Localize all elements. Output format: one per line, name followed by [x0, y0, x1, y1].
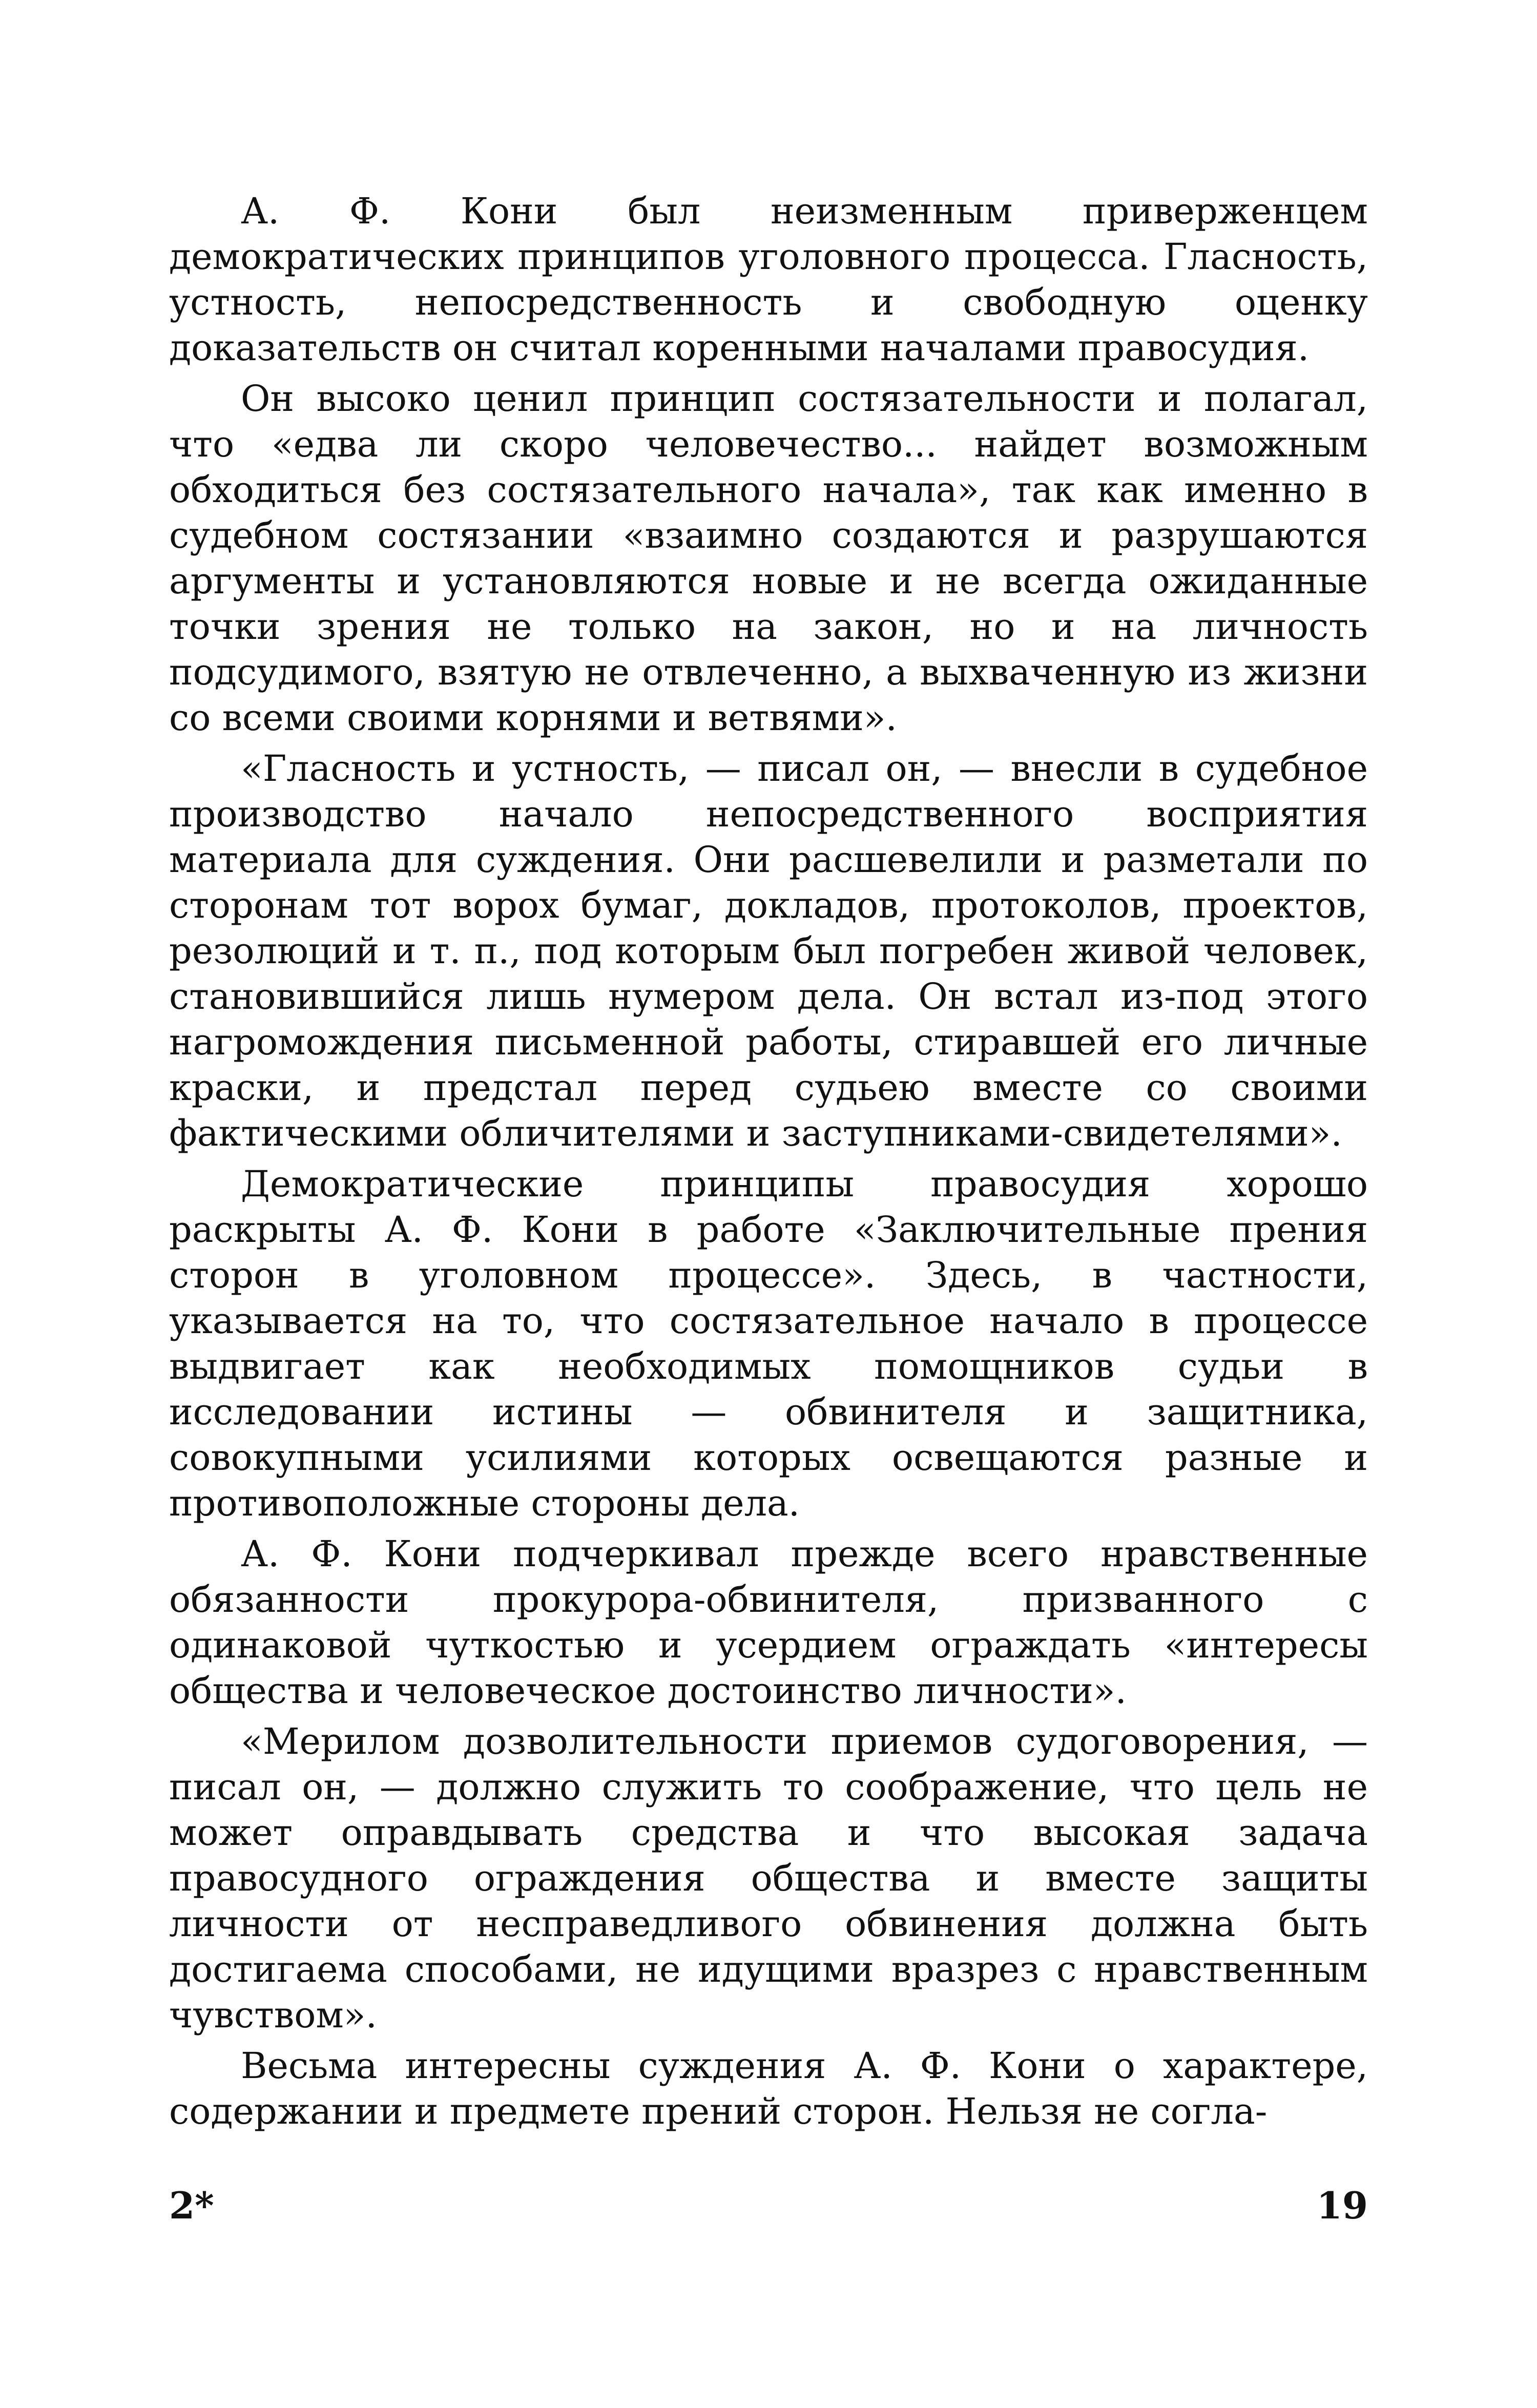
signature-mark: 2* [169, 2184, 214, 2227]
page-number: 19 [1316, 2184, 1368, 2227]
paragraph: А. Ф. Кони был неизменным приверженцем демократических принципов уголовного процесса. Гласность, устность, непосредственность и свободную оценку доказательств он считал коренными началами правосудия. [169, 190, 1368, 369]
page-footer [169, 2184, 1368, 2235]
paragraph: Демократические принципы правосудия хорошо раскрыты А. Ф. Кони в работе «Заключительные прения сторон в уголовном процессе». Здесь, в частности, указывается на то, что состязательное начало в процессе выдвигает как необходимых помощников судьи в исследовании истины — обвинителя и защитника, совокупными усилиями которых освещаются разные и противоположные стороны дела. [169, 1163, 1368, 1524]
paragraph: Он высоко ценил принцип состязательности и полагал, что «едва ли скоро человечество... найдет возможным обходиться без состязательного начала», так как именно в судебном состязании «взаимно создаются и разрушаются аргументы и установляются новые и не всегда ожиданные точки зрения не только на закон, но и на личность подсудимого, взятую не отвлеченно, а выхваченную из жизни со всеми своими корнями и ветвями». [169, 378, 1368, 739]
paragraph: «Гласность и устность, — писал он, — внесли в судебное производство начало непосредственного восприятия материала для суждения. Они расшевелили и разметали по сторонам тот ворох бумаг, докладов, протоколов, проектов, резолюций и т. п., под которым был погребен живой человек, становившийся лишь нумером дела. Он встал из-под этого нагромождения письменной работы, стиравшей его личные краски, и предстал перед судьею вместе со своими фактическими обличителями и заступниками-свидетелями». [169, 748, 1368, 1154]
paragraph: «Мерилом дозволительности приемов судоговорения, — писал он, — должно служить то соображение, что цель не может оправдывать средства и что высокая задача правосудного ограждения общества и вместе защиты личности от несправедливого обвинения должна быть достигаема способами, не идущими вразрез с нравственным чувством». [169, 1720, 1368, 2036]
body-text [169, 189, 1368, 2140]
paragraph: Весьма интересны суждения А. Ф. Кони о характере, содержании и предмете прений сторон. Нельзя не согла- [169, 2045, 1368, 2132]
paragraph: А. Ф. Кони подчеркивал прежде всего нравственные обязанности прокурора-обвинителя, призванного с одинаковой чуткостью и усердием ограждать «интересы общества и человеческое достоинство личности». [169, 1533, 1368, 1712]
